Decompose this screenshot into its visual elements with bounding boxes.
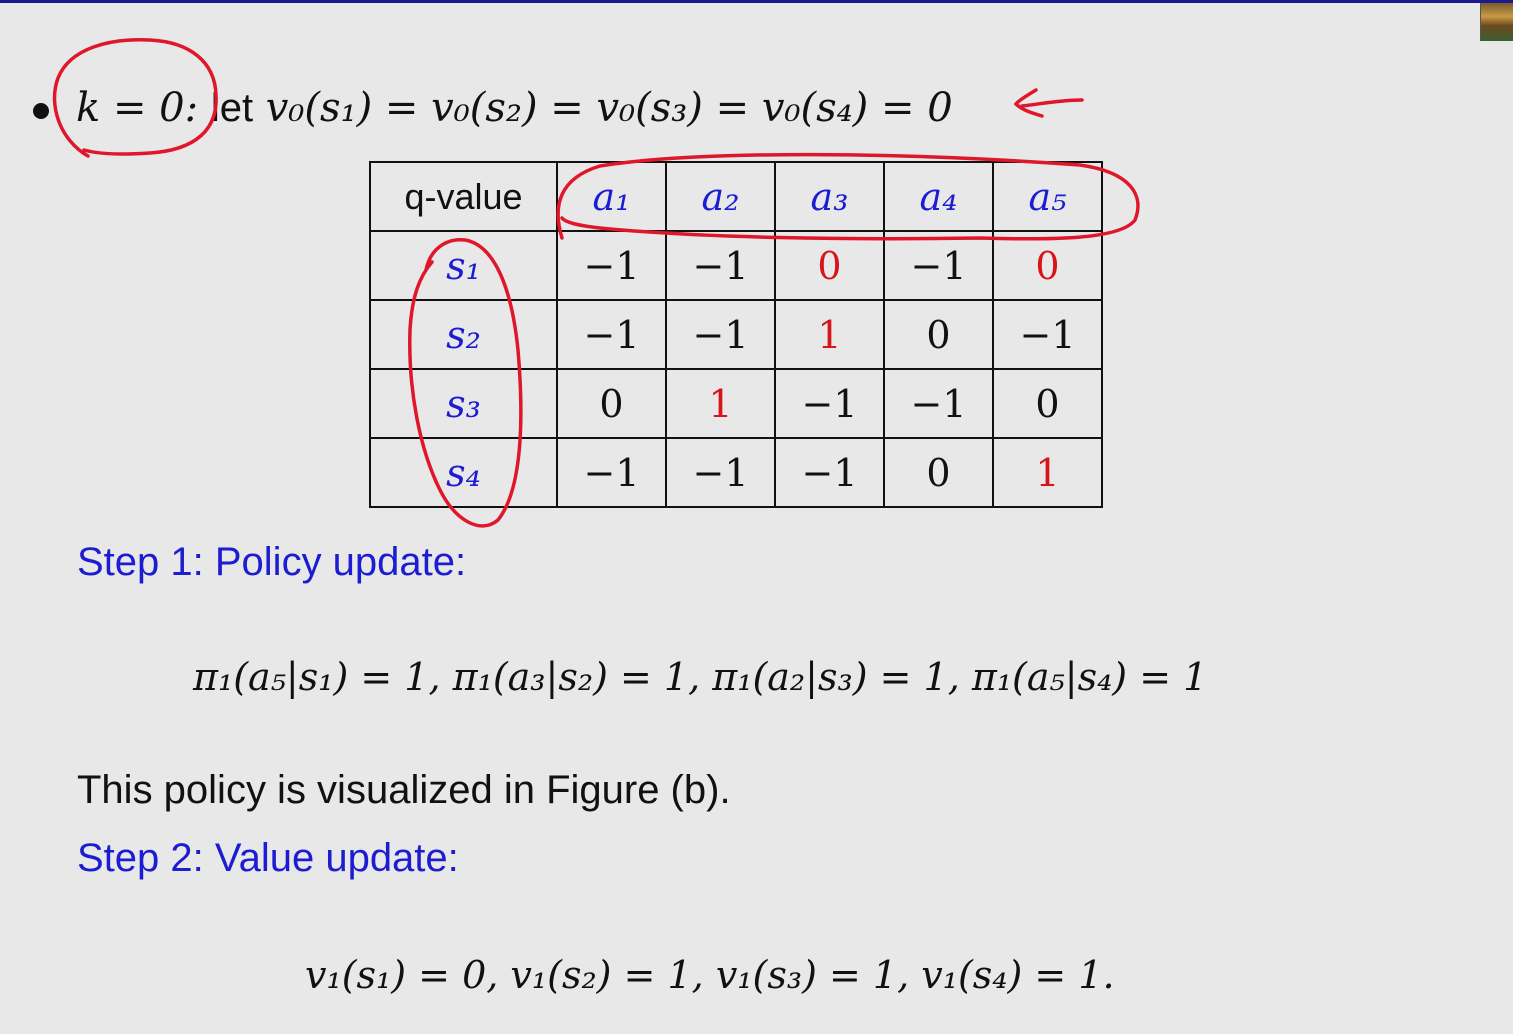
action-header: a₄ [884,162,993,231]
q-cell: 0 [993,369,1102,438]
q-cell: −1 [993,300,1102,369]
table-corner-label: q-value [370,162,557,231]
presenter-thumbnail [1480,3,1513,41]
q-value-table [369,161,1103,508]
bullet-icon [33,103,49,119]
action-header: a₂ [666,162,775,231]
state-label: s₄ [370,438,557,507]
q-cell: −1 [775,369,884,438]
state-label: s₃ [370,369,557,438]
state-label: s₁ [370,231,557,300]
top-rule [0,0,1513,3]
state-label: s₂ [370,300,557,369]
q-cell: 0 [557,369,666,438]
table-header-row [370,162,1102,231]
q-cell-max: 1 [775,300,884,369]
q-cell-max: 1 [993,438,1102,507]
q-cell: −1 [666,438,775,507]
table-row [370,300,1102,369]
action-header: a₁ [557,162,666,231]
action-header: a₃ [775,162,884,231]
q-cell: −1 [884,231,993,300]
q-cell: −1 [557,231,666,300]
initial-value-expression: v₀(s₁) = v₀(s₂) = v₀(s₃) = v₀(s₄) = 0 [265,85,953,131]
q-cell-max: 1 [666,369,775,438]
arrow-annotation [1016,90,1082,116]
iteration-header [76,82,953,134]
action-header: a₅ [993,162,1102,231]
k-expression: k = 0: [76,85,199,131]
q-cell: 0 [884,300,993,369]
step2-heading: Step 2: Value update: [77,836,459,880]
q-cell: −1 [884,369,993,438]
q-cell-max: 0 [993,231,1102,300]
policy-equation: π₁(a₅|s₁) = 1, π₁(a₃|s₂) = 1, π₁(a₂|s₃) = 1, π₁(a₅|s₄) = 1 [193,655,1208,699]
q-cell: −1 [557,438,666,507]
value-equation: v₁(s₁) = 0, v₁(s₂) = 1, v₁(s₃) = 1, v₁(s₄) = 1. [305,953,1115,997]
q-cell: −1 [666,231,775,300]
q-cell: −1 [666,300,775,369]
q-cell-max: 0 [775,231,884,300]
table-row [370,438,1102,507]
q-cell: 0 [884,438,993,507]
figure-note: This policy is visualized in Figure (b). [77,768,731,812]
table-row [370,231,1102,300]
let-word: let [210,86,254,130]
q-cell: −1 [775,438,884,507]
step1-heading: Step 1: Policy update: [77,540,467,584]
q-cell: −1 [557,300,666,369]
table-row [370,369,1102,438]
